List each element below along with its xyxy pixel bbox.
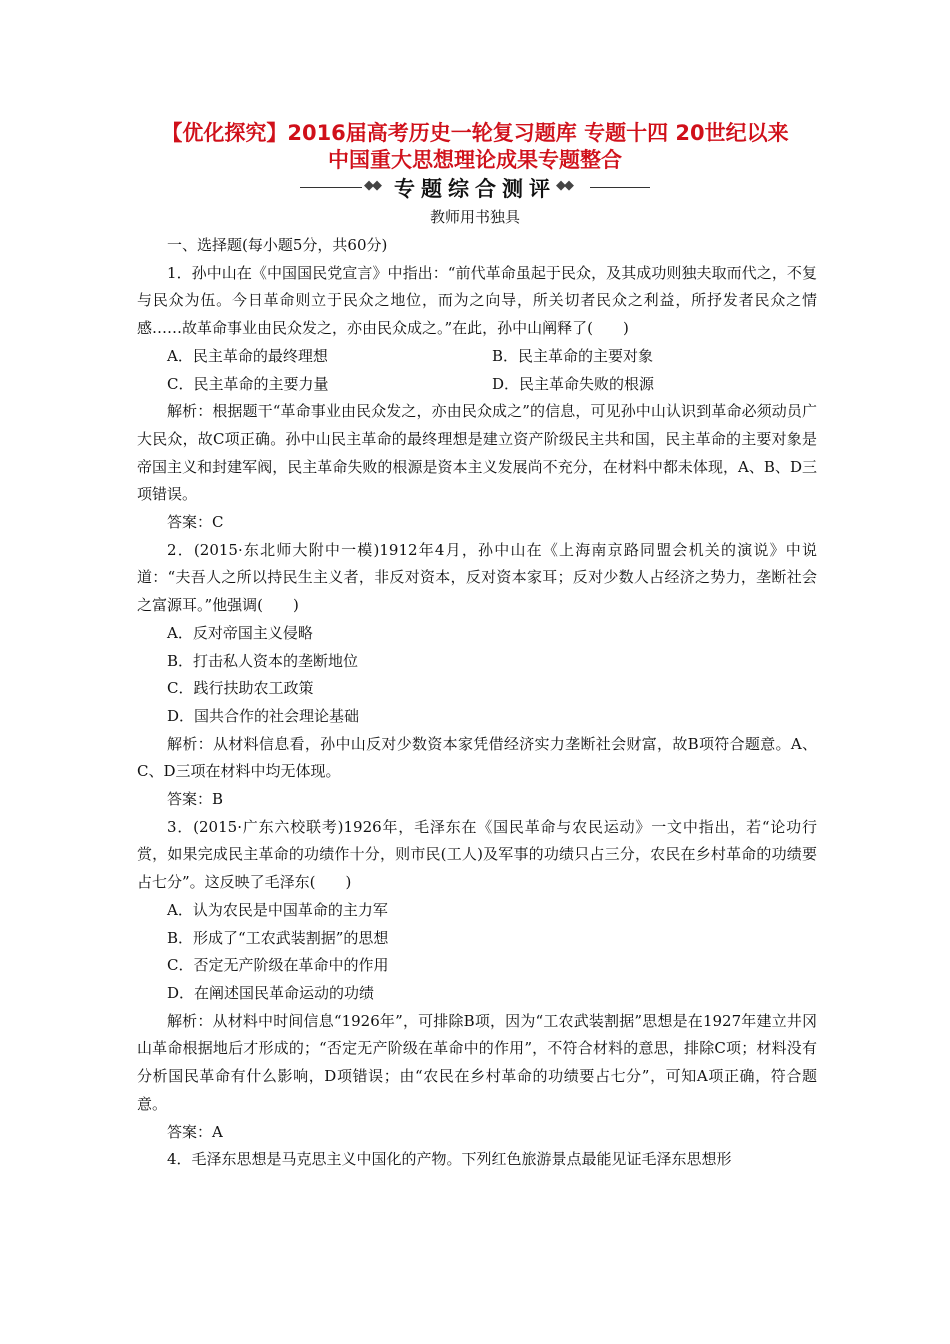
- title-line-2: 中国重大思想理论成果专题整合: [328, 148, 622, 172]
- section-banner: [300, 172, 650, 202]
- option-a: A．反对帝国主义侵略: [167, 623, 313, 642]
- option-c: C．否定无产阶级在革命中的作用: [167, 956, 389, 975]
- question-4-stem: 4．毛泽东思想是马克思主义中国化的产物。下列红色旅游景点最能见证毛泽东思想形: [167, 1150, 732, 1169]
- document-body: [137, 232, 817, 1174]
- question-1-stem: 1．孙中山在《中国国民党宣言》中指出：“前代革命虽起于民众，及其成功则独夫取而代之，不复与民众为伍。今日革命则立于民众之地位，而为之向导，所关切者民众之利益，所抒发者民众之情感……故革命事业由民众发之，亦由民众成之。”在此，孙中山阐释了( ): [137, 263, 817, 338]
- banner-right-rule: [590, 187, 650, 188]
- banner-left-rule: [300, 187, 362, 188]
- option-c: C．践行扶助农工政策: [167, 679, 314, 698]
- option-d: D．民主革命失败的根源: [492, 374, 655, 393]
- title-line-1: 【优化探究】2016届高考历史一轮复习题库 专题十四 20世纪以来: [161, 121, 789, 145]
- option-b: B．打击私人资本的垄断地位: [167, 651, 359, 670]
- question-1-options-row-1: [137, 343, 817, 371]
- diamond-icon: ◆◆: [364, 178, 380, 193]
- question-2-analysis: 解析：从材料信息看，孙中山反对少数资本家凭借经济实力垄断社会财富，故B项符合题意。A、C、D三项在材料中均无体现。: [137, 734, 817, 781]
- option-c: C．民主革命的主要力量: [167, 374, 329, 393]
- option-b: B．形成了“工农武装割据”的思想: [167, 928, 389, 947]
- question-2-stem: 2．(2015·东北师大附中一模)1912年4月，孙中山在《上海南京路同盟会机关的演说》中说道：“夫吾人之所以持民生主义者，非反对资本，反对资本家耳；反对少数人占经济之势力，垄断社会之富源耳。”他强调( ): [137, 540, 817, 615]
- banner-heading: 专题综合测评: [394, 177, 556, 201]
- option-d: D．在阐述国民革命运动的功绩: [167, 983, 375, 1002]
- question-3-stem: 3．(2015·广东六校联考)1926年，毛泽东在《国民革命与农民运动》一文中指出，若“论功行赏，如果完成民主革命的功绩作十分，则市民(工人)及军事的功绩只占三分，农民在乡村革命的功绩要占七分”。这反映了毛泽东( ): [137, 817, 817, 892]
- option-a: A．认为农民是中国革命的主力军: [167, 900, 388, 919]
- section-heading: 一、选择题(每小题5分，共60分): [167, 236, 388, 254]
- question-1-options-row-2: [137, 371, 817, 399]
- question-1-analysis: 解析：根据题干“革命事业由民众发之，亦由民众成之”的信息，可见孙中山认识到革命必须动员广大民众，故C项正确。孙中山民主革命的最终理想是建立资产阶级民主共和国，民主革命的主要对象是帝国主义和封建军阀，民主革命失败的根源是资本主义发展尚不充分，在材料中都未体现，A、B、D三项错误。: [137, 402, 817, 504]
- option-b: B．民主革命的主要对象: [492, 346, 654, 365]
- option-a: A．民主革命的最终理想: [167, 346, 328, 365]
- question-1-answer: 答案：C: [167, 513, 224, 532]
- document-title: [100, 120, 850, 174]
- question-3-answer: 答案：A: [167, 1122, 223, 1141]
- diamond-icon: ◆◆: [556, 178, 572, 193]
- option-d: D．国共合作的社会理论基础: [167, 706, 360, 725]
- question-3-analysis: 解析：从材料中时间信息“1926年”，可排除B项，因为“工农武装割据”思想是在1927年建立井冈山革命根据地后才形成的；“否定无产阶级在革命中的作用”，不符合材料的意思，排除C项；材料没有分析国民革命有什么影响，D项错误；由“农民在乡村革命的功绩要占七分”，可知A项正确，符合题意。: [137, 1011, 817, 1113]
- question-2-answer: 答案：B: [167, 790, 224, 809]
- teacher-note: 教师用书独具: [429, 208, 520, 226]
